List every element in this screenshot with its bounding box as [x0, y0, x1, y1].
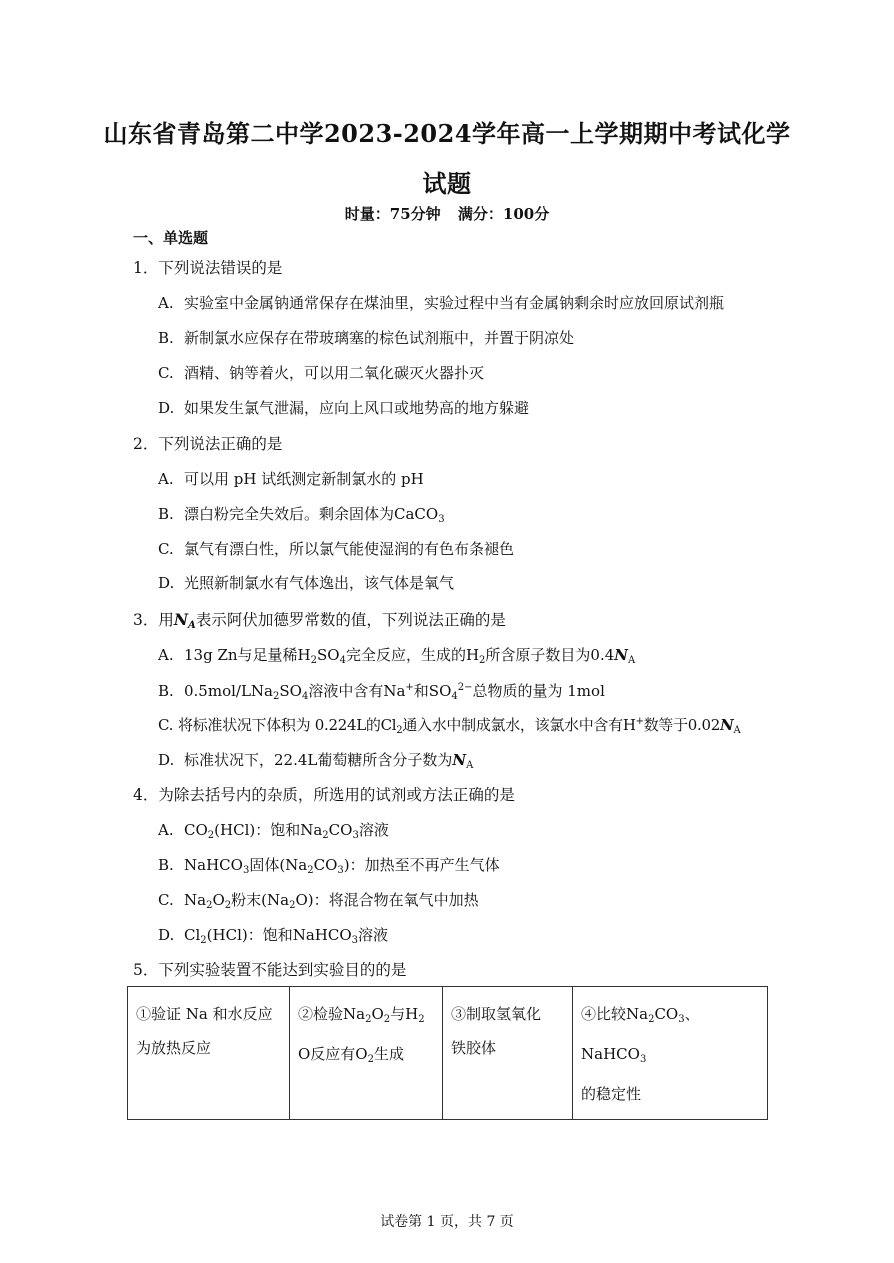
q3-option-b: B. $0.5mol/LNa_2SO_4$溶液中含有Na+和$SO_4^{2-}$总物质的量为 1mol: [158, 682, 605, 702]
time-limit: 时量：75分钟: [344, 205, 441, 223]
page-footer: 试卷第 1 页，共 7 页: [380, 1214, 514, 1230]
q2-option-a: A. 可以用 pH 试纸测定新制氯水的 pH: [158, 470, 424, 488]
q3-option-c: C. 将标准状况下体积为 0.224L的$Cl_2$通入水中制成氯水，该氯水中含有H+数等于$0.02N_A$: [158, 716, 741, 736]
q1-option-b: B. 新制氯水应保存在带玻璃塞的棕色试剂瓶中，并置于阴凉处: [158, 329, 575, 347]
q1-option-c: C. 酒精、钠等着火，可以用二氧化碳灭火器扑灭: [158, 364, 485, 382]
q2-option-d: D. 光照新制氯水有气体逸出，该气体是氧气: [158, 574, 455, 592]
q1-option-d: D. 如果发生氯气泄漏，应向上风口或地势高的地方躲避: [158, 399, 530, 417]
q4-option-c: C. $Na_2O_2$粉末$(Na_2O)$：将混合物在氧气中加热: [158, 891, 479, 911]
question-3-stem: 3．用$N_A$表示阿伏加德罗常数的值，下列说法正确的是: [133, 610, 506, 631]
q4-option-b: B. NaHCO$_3$固体$(Na_2CO_3)$：加热至不再产生气体: [158, 856, 500, 876]
q4-option-d: D. $Cl_2(HCl)$：饱和NaHCO$_3$溶液: [158, 926, 389, 946]
exam-meta: [0, 203, 894, 224]
table-row: [128, 987, 768, 1120]
table-cell-2: ②检验$Na_2O_2$与$H_2$ O反应有$O_2$生成: [290, 987, 443, 1120]
exam-title-line2: 试题: [422, 169, 472, 198]
section-heading: 一、单选题: [133, 229, 209, 247]
question-1-stem: 1．下列说法错误的是: [133, 259, 283, 277]
q4-option-a: A. $CO_2(HCl)$：饱和$Na_2CO_3$溶液: [158, 821, 389, 841]
question-2-stem: 2．下列说法正确的是: [133, 435, 283, 453]
q1-option-a: A. 实验室中金属钠通常保存在煤油里，实验过程中当有金属钠剩余时应放回原试剂瓶: [158, 294, 725, 312]
table-cell-4: ④比较$Na_2CO_3$、NaHCO$_3$ 的稳定性: [573, 987, 768, 1120]
question-5-stem: 5．下列实验装置不能达到实验目的的是: [133, 961, 407, 979]
exam-title-line1: 山东省青岛第二中学2023-2024学年高一上学期期中考试化学: [103, 119, 791, 148]
table-cell-1: ①验证 Na 和水反应 为放热反应: [128, 987, 290, 1120]
q2-option-b: B. 漂白粉完全失效后。剩余固体为CaCO$_3$: [158, 505, 445, 525]
q2-option-c: C. 氯气有漂白性，所以氯气能使湿润的有色布条褪色: [158, 540, 515, 558]
question-4-stem: 4．为除去括号内的杂质，所选用的试剂或方法正确的是: [133, 786, 515, 804]
q3-option-a: A. 13g Zn与足量稀$H_2SO_4$完全反应，生成的$H_2$所含原子数目为$0.4N_A$: [158, 646, 636, 666]
table-cell-3: ③制取氢氧化 铁胶体: [443, 987, 573, 1120]
q3-option-d: D. 标准状况下，22.4L葡萄糖所含分子数为$N_A$: [158, 751, 474, 771]
experiment-table: [127, 986, 768, 1120]
full-score: 满分：100分: [457, 205, 550, 223]
